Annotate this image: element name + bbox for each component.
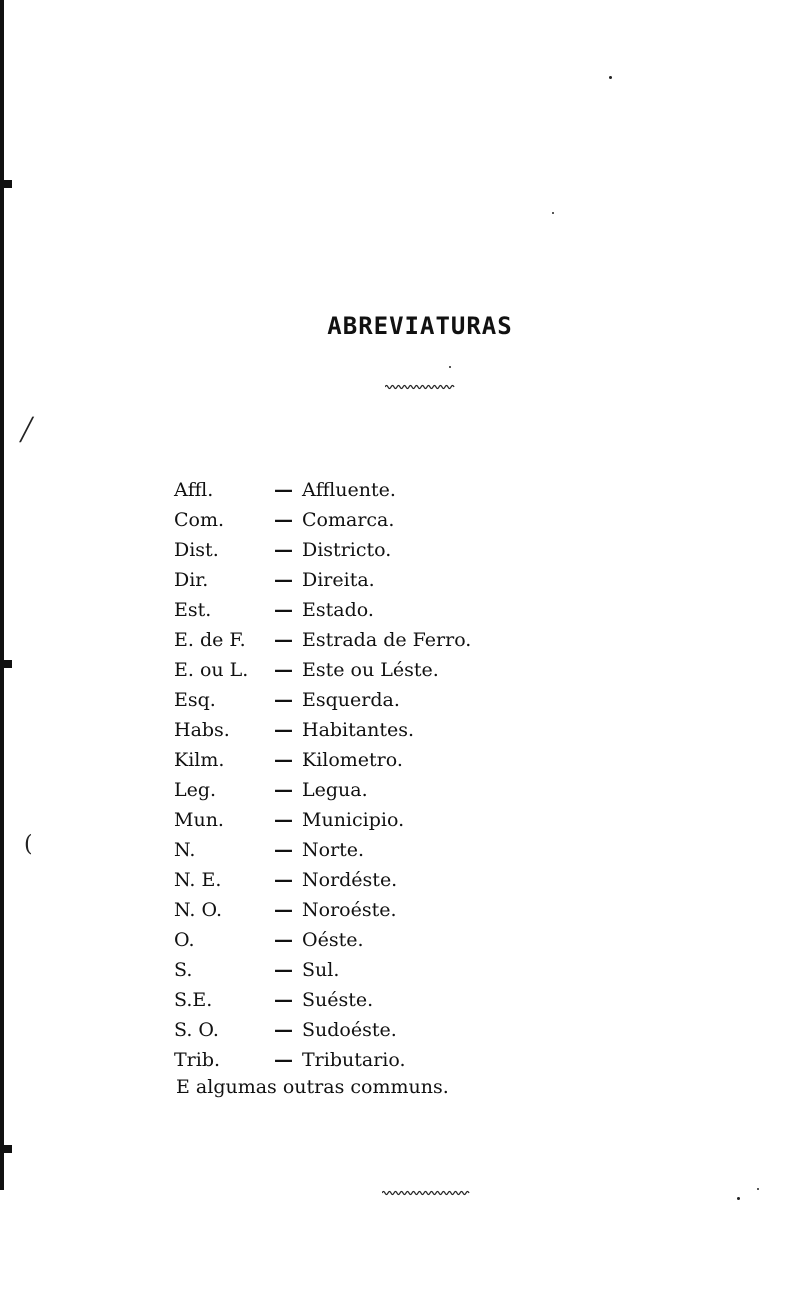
abbreviation: Habs. [174, 719, 230, 741]
scan-speck [552, 212, 554, 214]
abbreviation: Esq. [174, 689, 216, 711]
abbreviation-row [174, 475, 471, 505]
abbreviation-meaning: Oéste. [302, 929, 364, 951]
abbreviation-row [174, 835, 471, 865]
abbreviation-meaning: Suéste. [302, 989, 374, 1011]
dash-separator: — [274, 1019, 293, 1041]
abbreviation: Mun. [174, 809, 224, 831]
title-ornament-divider [385, 384, 455, 390]
abbreviation-list [174, 475, 471, 1075]
dash-separator: — [274, 959, 293, 981]
dash-separator: — [274, 659, 293, 681]
dash-separator: — [274, 869, 293, 891]
abbreviation-meaning: Tributario. [302, 1049, 406, 1071]
abbreviation-meaning: Districto. [302, 539, 392, 561]
dash-separator: — [274, 719, 293, 741]
abbreviation: Trib. [174, 1049, 221, 1071]
abbreviation-meaning: Noroéste. [302, 899, 397, 921]
abbreviation-meaning: Nordéste. [302, 869, 398, 891]
dash-separator: — [274, 599, 293, 621]
abbreviation-row [174, 505, 471, 535]
abbreviation-row [174, 655, 471, 685]
abbreviation-meaning: Comarca. [302, 509, 395, 531]
binding-mark [0, 1145, 12, 1153]
abbreviation-row [174, 595, 471, 625]
abbreviation: Est. [174, 599, 212, 621]
abbreviation: E. de F. [174, 629, 246, 651]
abbreviation-meaning: Norte. [302, 839, 365, 861]
scan-speck [449, 366, 451, 368]
abbreviation-row [174, 865, 471, 895]
dash-separator: — [274, 479, 293, 501]
abbreviation: Dir. [174, 569, 209, 591]
abbreviation-row [174, 565, 471, 595]
abbreviation-row [174, 535, 471, 565]
abbreviation: Affl. [174, 479, 214, 501]
abbreviation-row [174, 925, 471, 955]
abbreviation-meaning: Affluente. [302, 479, 396, 501]
abbreviation: Kilm. [174, 749, 225, 771]
abbreviation-row [174, 955, 471, 985]
margin-mark: ╱ [20, 418, 34, 443]
abbreviation-meaning: Sudoéste. [302, 1019, 397, 1041]
binding-edge [0, 0, 4, 1190]
dash-separator: — [274, 509, 293, 531]
abbreviation: S. O. [174, 1019, 219, 1041]
dash-separator: — [274, 689, 293, 711]
abbreviation-meaning: Sul. [302, 959, 340, 981]
abbreviation: S.E. [174, 989, 213, 1011]
abbreviation-row [174, 805, 471, 835]
abbreviation-meaning: Habitantes. [302, 719, 415, 741]
abbreviation: N. E. [174, 869, 222, 891]
binding-mark [0, 180, 12, 188]
abbreviation: Leg. [174, 779, 217, 801]
abbreviation-meaning: Kilometro. [302, 749, 403, 771]
dash-separator: — [274, 839, 293, 861]
scan-speck [737, 1197, 740, 1200]
abbreviation-row [174, 775, 471, 805]
abbreviation-row [174, 685, 471, 715]
abbreviation-meaning: Este ou Léste. [302, 659, 439, 681]
dash-separator: — [274, 569, 293, 591]
abbreviation: N. [174, 839, 196, 861]
abbreviation-row [174, 985, 471, 1015]
dash-separator: — [274, 629, 293, 651]
closing-line: E algumas outras communs. [176, 1076, 449, 1098]
abbreviation: Com. [174, 509, 225, 531]
page-title: ABREVIATURAS [327, 312, 513, 340]
abbreviation: Dist. [174, 539, 219, 561]
binding-mark [0, 660, 12, 668]
abbreviation-meaning: Estado. [302, 599, 374, 621]
abbreviation: E. ou L. [174, 659, 249, 681]
abbreviation-meaning: Municipio. [302, 809, 405, 831]
abbreviation-meaning: Legua. [302, 779, 368, 801]
scan-speck [757, 1188, 759, 1190]
dash-separator: — [274, 539, 293, 561]
abbreviation-row [174, 895, 471, 925]
abbreviation-row [174, 715, 471, 745]
abbreviation-row [174, 1015, 471, 1045]
margin-mark: ( [24, 832, 33, 857]
dash-separator: — [274, 929, 293, 951]
dash-separator: — [274, 749, 293, 771]
dash-separator: — [274, 779, 293, 801]
abbreviation: S. [174, 959, 193, 981]
dash-separator: — [274, 1049, 293, 1071]
abbreviation-meaning: Estrada de Ferro. [302, 629, 472, 651]
abbreviation: O. [174, 929, 195, 951]
bottom-ornament-divider [382, 1190, 470, 1196]
scan-speck [609, 76, 612, 79]
abbreviation-meaning: Direita. [302, 569, 375, 591]
dash-separator: — [274, 899, 293, 921]
abbreviation-row [174, 625, 471, 655]
abbreviation-meaning: Esquerda. [302, 689, 400, 711]
dash-separator: — [274, 809, 293, 831]
abbreviation: N. O. [174, 899, 222, 921]
abbreviation-row [174, 1045, 471, 1075]
abbreviation-row [174, 745, 471, 775]
dash-separator: — [274, 989, 293, 1011]
